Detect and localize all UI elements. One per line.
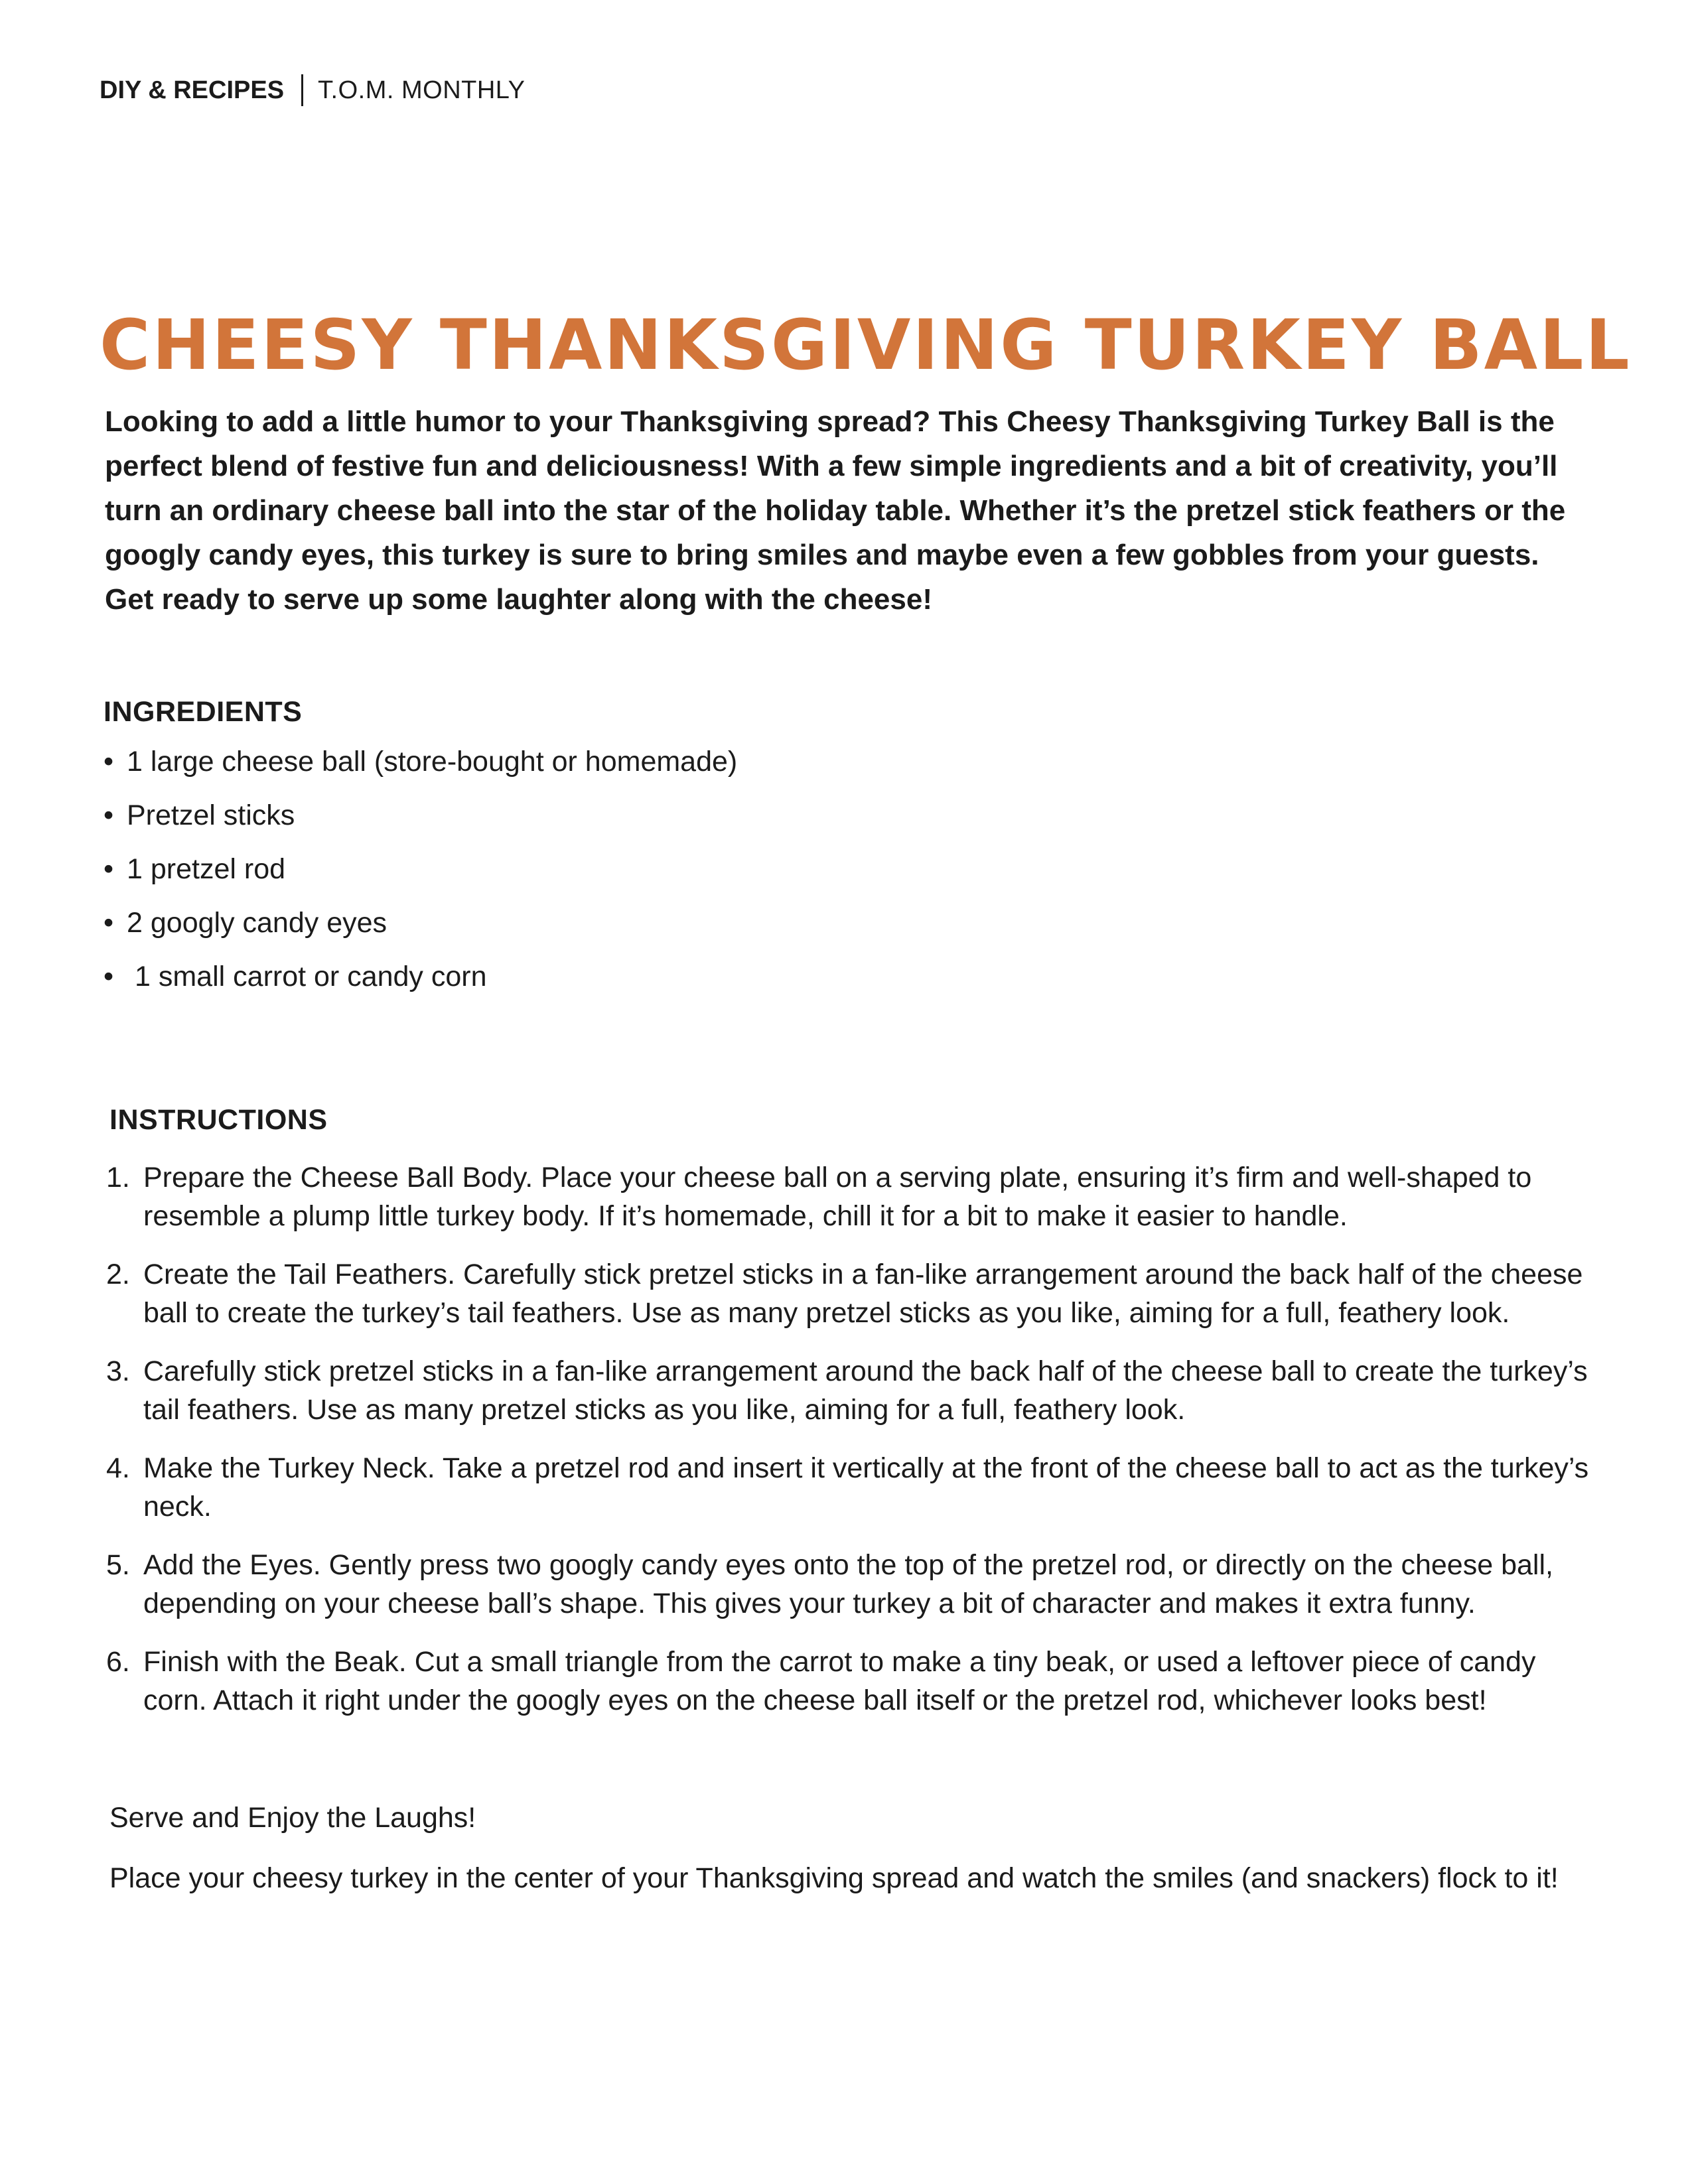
step-number: 4.: [106, 1452, 130, 1484]
ingredient-text: Pretzel sticks: [127, 799, 295, 831]
bullet-icon: •: [104, 907, 114, 939]
recipe-title: CHEESY THANKSGIVING TURKEY BALL: [100, 305, 1632, 385]
instruction-step: [106, 1158, 1592, 1235]
instruction-step: [106, 1255, 1592, 1332]
ingredient-item: [100, 797, 737, 834]
ingredients-list: [100, 743, 737, 1012]
instructions-heading: INSTRUCTIONS: [109, 1104, 328, 1136]
ingredient-item: [100, 904, 737, 941]
closing-heading: Serve and Enjoy the Laughs!: [109, 1802, 476, 1834]
closing-text: Place your cheesy turkey in the center of your Thanksgiving spread and watch the smiles (and snackers) flock to it!: [109, 1862, 1559, 1894]
ingredient-text: 2 googly candy eyes: [127, 907, 387, 939]
step-number: 6.: [106, 1646, 130, 1678]
ingredients-heading: INGREDIENTS: [104, 696, 303, 728]
intro-paragraph: Looking to add a little humor to your Thanksgiving spread? This Cheesy Thanksgiving Turkey Ball is the perfect blend of festive fun and deliciousness! With a few simple ingredients and a bit of creativity, you’ll turn an ordinary cheese ball into the star of the holiday table. Whether it’s the pretzel stick feathers or the googly candy eyes, this turkey is sure to bring smiles and maybe even a few gobbles from your guests. Get ready to serve up some laughter along with the cheese!: [105, 405, 1566, 616]
step-number: 3.: [106, 1355, 130, 1387]
step-text: Prepare the Cheese Ball Body. Place your cheese ball on a serving plate, ensuring it’s firm and well-shaped to resemble a plump little turkey body. If it’s homemade, chill it for a bit to make it easier to handle.: [143, 1162, 1532, 1232]
instruction-step: [106, 1352, 1592, 1429]
instruction-step: [106, 1546, 1592, 1623]
bullet-icon: •: [104, 799, 114, 831]
step-number: 1.: [106, 1162, 130, 1194]
ingredient-text: 1 pretzel rod: [127, 853, 286, 885]
bullet-icon: •: [104, 961, 114, 992]
header-divider: [301, 74, 303, 106]
ingredient-item: [100, 851, 737, 888]
page-header: [100, 74, 525, 106]
bullet-icon: •: [104, 853, 114, 885]
instruction-step: [106, 1643, 1592, 1720]
step-text: Carefully stick pretzel sticks in a fan-like arrangement around the back half of the cheese ball to create the turkey’s tail feathers. Use as many pretzel sticks as you like, aiming for a full, feathery look.: [143, 1355, 1588, 1426]
instruction-step: [106, 1449, 1592, 1526]
step-number: 2.: [106, 1259, 130, 1290]
ingredient-text: 1 small carrot or candy corn: [135, 961, 487, 992]
header-publication-label: T.O.M. MONTHLY: [318, 76, 526, 104]
step-text: Add the Eyes. Gently press two googly candy eyes onto the top of the pretzel rod, or directly on the cheese ball, depending on your cheese ball’s shape. This gives your turkey a bit of character and makes it extra funny.: [143, 1549, 1553, 1619]
step-text: Create the Tail Feathers. Carefully stick pretzel sticks in a fan-like arrangement around the back half of the cheese ball to create the turkey’s tail feathers. Use as many pretzel sticks as you like, aiming for a full, feathery look.: [143, 1259, 1583, 1329]
step-text: Finish with the Beak. Cut a small triangle from the carrot to make a tiny beak, or used a leftover piece of candy corn. Attach it right under the googly eyes on the cheese ball itself or the pretzel rod, whichever looks best!: [143, 1646, 1536, 1716]
header-section-label: DIY & RECIPES: [100, 76, 285, 104]
step-number: 5.: [106, 1549, 130, 1581]
ingredient-item: [100, 743, 737, 780]
instructions-list: [106, 1158, 1592, 1740]
bullet-icon: •: [104, 746, 114, 778]
step-text: Make the Turkey Neck. Take a pretzel rod and insert it vertically at the front of the cheese ball to act as the turkey’s neck.: [143, 1452, 1589, 1523]
ingredient-item: [100, 958, 737, 995]
ingredient-text: 1 large cheese ball (store-bought or homemade): [127, 746, 738, 778]
